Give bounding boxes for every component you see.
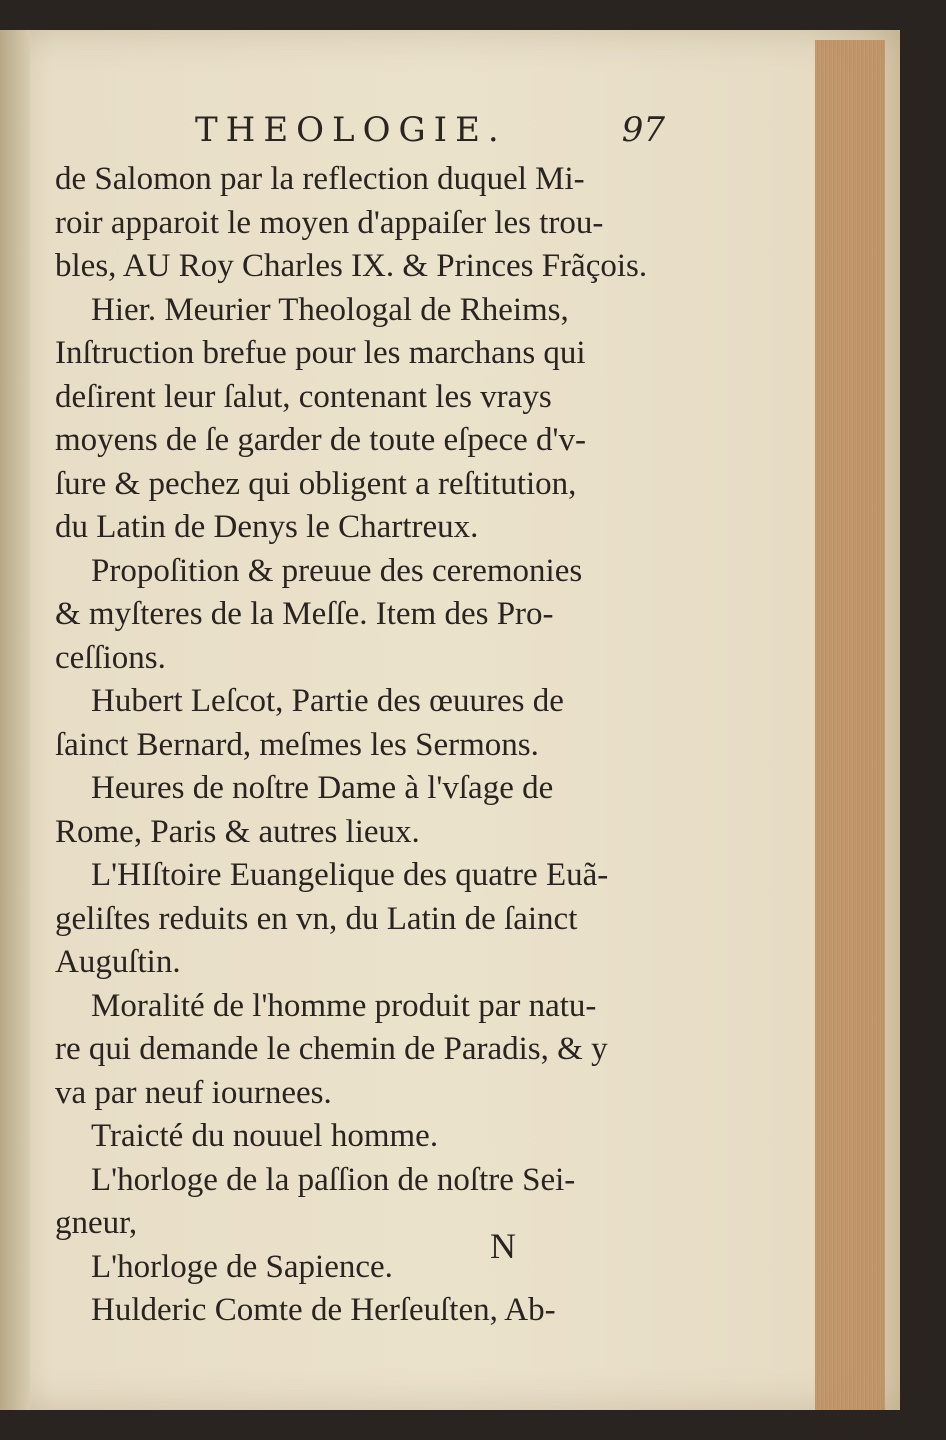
text-line: Heures de noſtre Dame à l'vſage de <box>91 770 554 806</box>
text-line: Hubert Leſcot, Partie des œuures de <box>91 683 564 719</box>
text-line: Traicté du nouuel homme. <box>91 1118 439 1154</box>
text-line: Hulderic Comte de Herſeuſten, Ab- <box>91 1292 556 1328</box>
text-line: ſure & pechez qui obligent a reſtitution, <box>55 465 577 502</box>
text-line: Moralité de l'homme produit par natu- <box>91 987 597 1024</box>
page-number: 97 <box>621 110 665 150</box>
text-line: gneur, <box>55 1205 138 1241</box>
text-line: roir apparoit le moyen d'appaiſer les trou- <box>55 204 604 241</box>
text-line: Hier. Meurier Theologal de Rheims, <box>91 291 569 328</box>
text-line: geliſtes reduits en vn, du Latin de ſainct <box>55 900 578 937</box>
text-line: ceſſions. <box>55 639 166 676</box>
text-line: Inſtruction brefue pour les marchans qui <box>55 335 586 371</box>
text-line: Auguſtin. <box>55 944 181 980</box>
text-line: de Salomon par la reflection duquel Mi- <box>55 161 585 197</box>
text-line: moyens de ſe garder de toute eſpece d'v- <box>55 422 586 458</box>
text-line: re qui demande le chemin de Paradis, & y <box>55 1031 608 1067</box>
text-line: ſainct Bernard, meſmes les Sermons. <box>55 726 539 763</box>
body-text <box>55 158 655 1333</box>
text-line: L'HIſtoire Euangelique des quatre Euã- <box>91 857 609 893</box>
text-line: Rome, Paris & autres lieux. <box>55 813 420 850</box>
signature-mark: N <box>490 1226 516 1266</box>
text-line: L'horloge de Sapience. <box>91 1248 393 1285</box>
text-line: & myſteres de la Meſſe. Item des Pro- <box>55 596 554 632</box>
text-line: L'horloge de la paſſion de noſtre Sei- <box>91 1161 576 1198</box>
text-line: bles, AU Roy Charles IX. & Princes Frãçois. <box>55 248 648 284</box>
text-line: va par neuf iournees. <box>55 1074 332 1111</box>
text-line: deſirent leur ſalut, contenant les vrays <box>55 378 552 415</box>
running-head <box>195 110 665 160</box>
page-fore-edge <box>815 40 885 1410</box>
running-head-title: THEOLOGIE. <box>195 110 507 150</box>
text-line: Propoſition & preuue des ceremonies <box>91 552 583 589</box>
page-gutter <box>0 30 30 1410</box>
text-line: du Latin de Denys le Chartreux. <box>55 509 479 545</box>
